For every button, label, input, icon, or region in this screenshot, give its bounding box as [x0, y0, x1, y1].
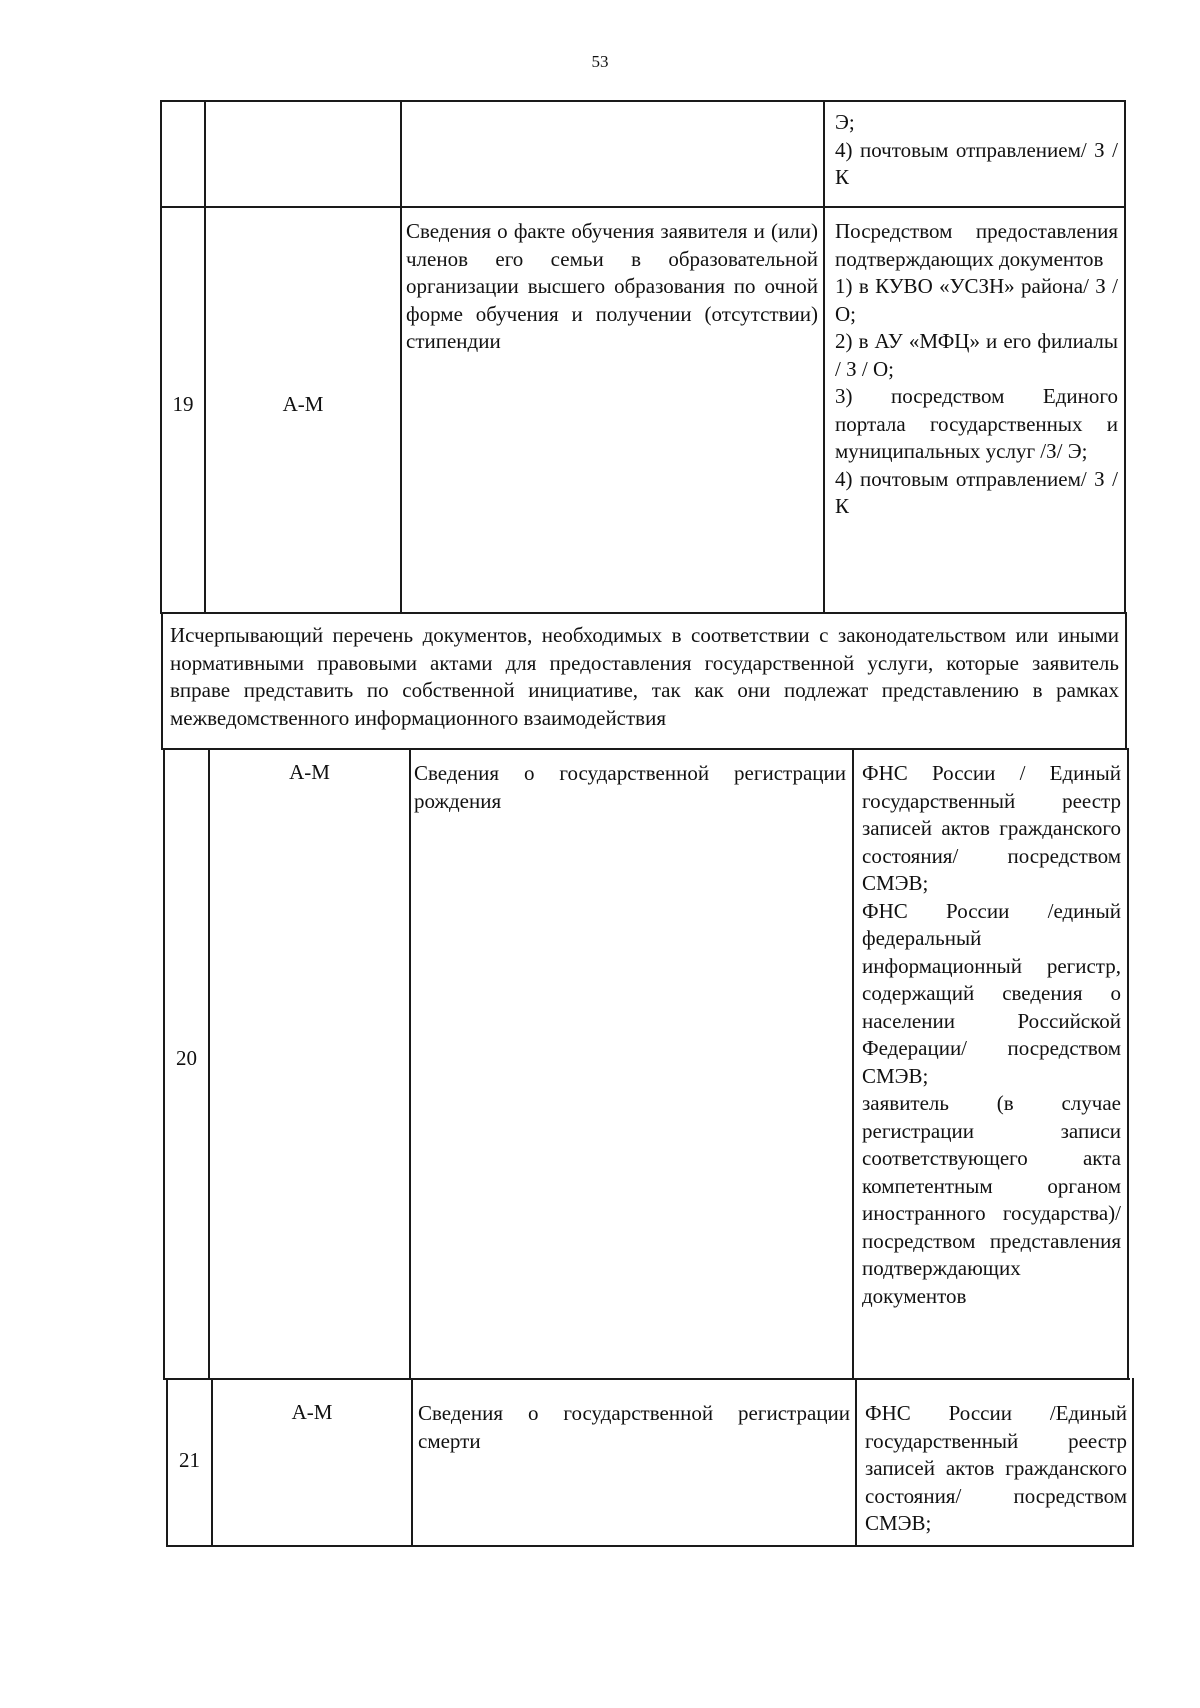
row-description: Сведения о государственной регистрации рождения	[414, 761, 846, 813]
source-line: 1) в КУВО «УСЗН» района/ З / О;	[835, 274, 1118, 326]
source-line: заявитель (в случае регистрации записи соответствующего акта компетентным органом иностранного государства)/посредством представления подтверждающих документов	[862, 1091, 1121, 1308]
row-description: Сведения о факте обучения заявителя и (или) членов его семьи в образовательной организации высшего образования по очной форме обучения и получении (отсутствии) стипендии	[406, 219, 818, 353]
page-number: 53	[591, 52, 609, 71]
row-number: 20	[176, 1046, 197, 1070]
row-number: 21	[179, 1448, 200, 1472]
row-category: А-М	[282, 392, 324, 416]
source-cell	[835, 109, 1118, 192]
section-heading: Исчерпывающий перечень документов, необходимых в соответствии с законодательством или иными нормативными правовыми актами для предоставления государственной услуги, которые заявитель вправе представить по собственной инициативе, так как они подлежат представлению в рамках межведомственного информационного взаимодействия	[170, 623, 1119, 730]
source-line: 4) почтовым отправлением/ З / К	[835, 137, 1118, 189]
source-line: ФНС России /единый федеральный информационный регистр, содержащий сведения о населении Российской Федерации/ посредством СМЭВ;	[862, 898, 1121, 1088]
source-line: 2) в АУ «МФЦ» и его филиалы / З / О;	[835, 329, 1118, 381]
source-line: Посредством предоставления подтверждающих документов	[835, 219, 1118, 271]
row-category: А-М	[291, 1400, 333, 1424]
source-line: 4) почтовым отправлением/ З / К	[835, 466, 1118, 518]
source-cell	[865, 1400, 1127, 1538]
source-line: ФНС России /Единый государственный реестр записей актов гражданского состояния/ посредством СМЭВ;	[865, 1401, 1127, 1535]
source-line: 3) посредством Единого портала государственных и муниципальных услуг /З/ Э;	[835, 384, 1118, 463]
source-line: ФНС России / Единый государственный реестр записей актов гражданского состояния/ посредством СМЭВ;	[862, 761, 1121, 895]
row-category: А-М	[289, 760, 330, 784]
source-cell	[835, 218, 1118, 521]
row-number: 19	[172, 392, 194, 416]
source-cell	[862, 760, 1121, 1310]
source-line: Э;	[835, 110, 855, 134]
row-description: Сведения о государственной регистрации смерти	[418, 1401, 850, 1453]
